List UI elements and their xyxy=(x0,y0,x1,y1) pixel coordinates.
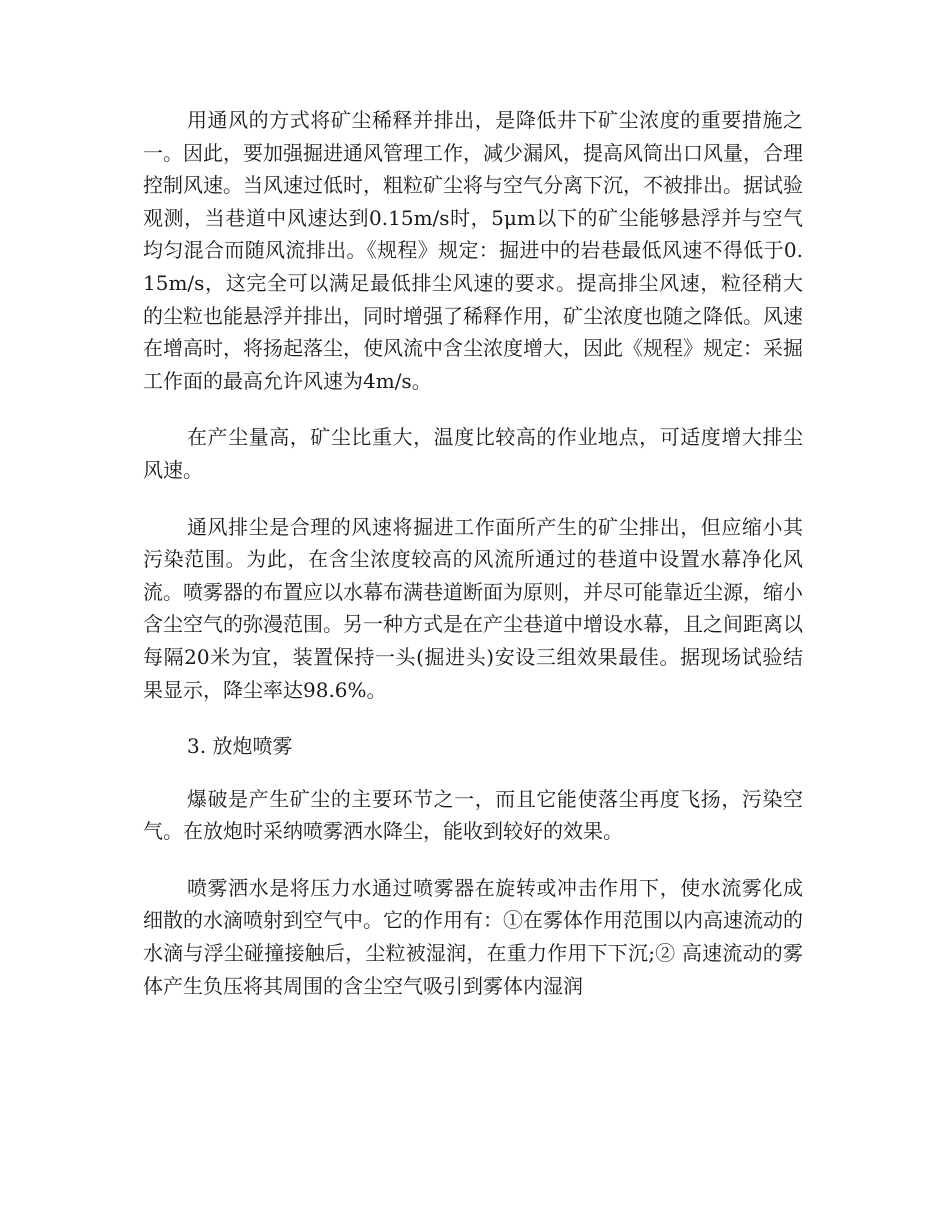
paragraph-dust-wind-speed: 在产尘量高，矿尘比重大，温度比较高的作业地点，可适度增大排尘风速。 xyxy=(143,425,803,482)
section-heading-blasting-spray: 3. 放炮喷雾 xyxy=(187,734,293,759)
paragraph-water-curtain: 通风排尘是合理的风速将掘进工作面所产生的矿尘排出，但应缩小其污染范围。为此，在含尘浓度较高的风流所通过的巷道中设置水幕净化风流。喷雾器的布置应以水幕布满巷道断面为原则，并尽可能靠近尘源，缩小含尘空气的弥漫范围。另一种方式是在产尘巷道中增设水幕，且之间距离以每隔20米为宜，装置保持一头(掘进头)安设三组效果最佳。据现场试验结果显示，降尘率达98.6%。 xyxy=(143,514,803,702)
document-body xyxy=(143,104,803,1026)
paragraph-blasting: 爆破是产生矿尘的主要环节之一，而且它能使落尘再度飞扬，污染空气。在放炮时采纳喷雾洒水降尘，能收到较好的效果。 xyxy=(143,786,803,844)
paragraph-ventilation-dilution: 用通风的方式将矿尘稀释并排出，是降低井下矿尘浓度的重要措施之一。因此，要加强掘进通风管理工作，减少漏风，提高风筒出口风量，合理控制风速。当风速过低时，粗粒矿尘将与空气分离下沉，不被排出。据试验观测，当巷道中风速达到0.15m/s时，5μm以下的矿尘能够悬浮并与空气均匀混合而随风流排出。《规程》规定：掘进中的岩巷最低风速不得低于0.15m/s，这完全可以满足最低排尘风速的要求。提高排尘风速，粒径稍大的尘粒也能悬浮并排出，同时增强了稀释作用，矿尘浓度也随之降低。风速在增高时，将扬起落尘，使风流中含尘浓度增大，因此《规程》规定：采掘工作面的最高允许风速为4m/s。 xyxy=(143,108,803,393)
paragraph-spray-water: 喷雾洒水是将压力水通过喷雾器在旋转或冲击作用下，使水流雾化成细散的水滴喷射到空气中。它的作用有：①在雾体作用范围以内高速流动的水滴与浮尘碰撞接触后，尘粒被湿润，在重力作用下下沉;② 高速流动的雾体产生负压将其周围的含尘空气吸引到雾体内湿润 xyxy=(143,875,803,998)
